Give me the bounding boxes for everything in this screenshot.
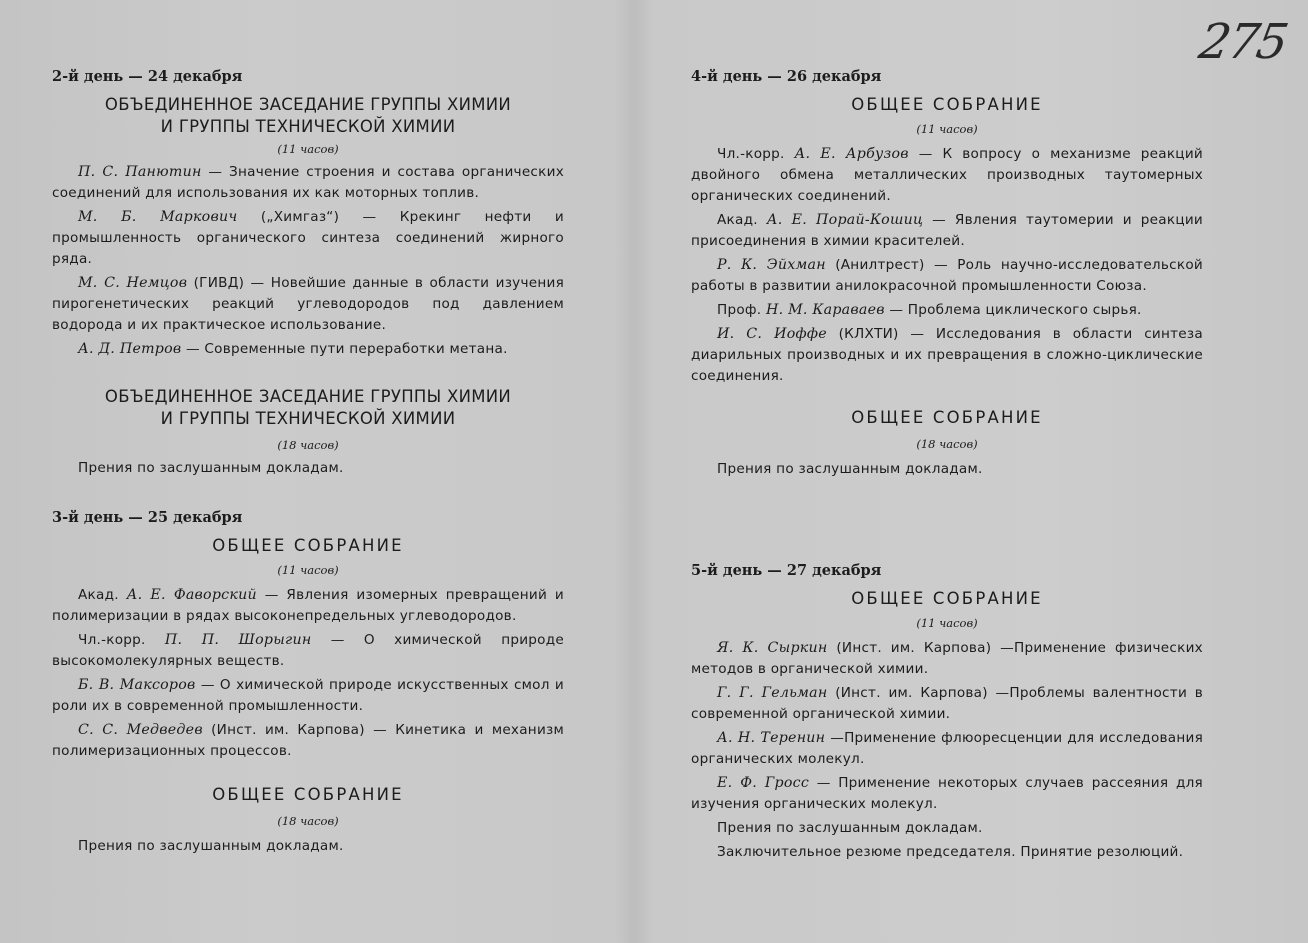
session-heading: ОБЩЕЕ СОБРАНИЕ bbox=[212, 785, 404, 804]
day-title: 3-й день — 25 декабря bbox=[52, 509, 243, 526]
report-affiliation: (ГИВД) bbox=[193, 275, 245, 291]
report-author: Я. К. Сыркин bbox=[717, 640, 828, 656]
report-title-prefix: Акад. bbox=[78, 587, 119, 603]
report-title-prefix: Чл.-корр. bbox=[78, 632, 146, 648]
session-heading: ОБЩЕЕ СОБРАНИЕ bbox=[851, 95, 1043, 114]
report-topic: —Применение флюоресценции для исследования органических молекул. bbox=[691, 730, 1203, 767]
report-item bbox=[52, 585, 564, 627]
report-topic: — Явления таутомерии и реакции присоединения в химии красителей. bbox=[691, 212, 1204, 249]
report-topic: —Применение физических методов в органической химии. bbox=[691, 640, 1203, 677]
report-author: Н. М. Караваев bbox=[765, 302, 885, 318]
report-item bbox=[52, 273, 564, 336]
report-author: С. С. Медведев bbox=[78, 722, 203, 738]
day3-section bbox=[52, 509, 564, 860]
report-topic: — Исследования в области синтеза диарильных производных и их превращения в сложно-циклические соединения. bbox=[691, 326, 1203, 384]
report-author: Е. Ф. Гросс bbox=[717, 775, 810, 791]
day-title: 5-й день — 27 декабря bbox=[691, 562, 882, 579]
report-item bbox=[691, 728, 1203, 770]
report-item bbox=[52, 339, 564, 360]
report-topic: — О химической природе искусственных смол и роли их в современной промышленности. bbox=[52, 677, 564, 714]
session-time: (18 часов) bbox=[916, 437, 978, 451]
report-item bbox=[691, 683, 1203, 725]
day4-section bbox=[691, 68, 1203, 483]
session-time: (11 часов) bbox=[916, 122, 978, 136]
report-author: Р. К. Эйхман bbox=[717, 257, 826, 273]
report-item bbox=[691, 773, 1203, 815]
report-author: А. Е. Порай-Кошиц bbox=[766, 212, 924, 228]
report-item bbox=[52, 675, 564, 717]
report-item bbox=[52, 207, 564, 270]
report-author: А. Н. Теренин bbox=[717, 730, 826, 746]
discussion-text: Прения по заслушанным докладам. bbox=[717, 820, 983, 836]
day-title: 4-й день — 26 декабря bbox=[691, 68, 882, 85]
report-topic: — Новейшие данные в области изучения пирогенетических реакций углеводородов под давлением водорода и их практическое использование. bbox=[52, 275, 565, 333]
report-affiliation: (Анилтрест) bbox=[835, 257, 925, 273]
report-item bbox=[691, 210, 1203, 252]
report-item bbox=[691, 255, 1203, 297]
report-topic: — Роль научно-исследовательской работы в развитии анилокрасочной промышленности Союза. bbox=[691, 257, 1203, 294]
heading-line: И ГРУППЫ ТЕХНИЧЕСКОЙ ХИМИИ bbox=[160, 409, 456, 428]
report-topic: — О химической природе высокомолекулярных веществ. bbox=[52, 632, 564, 669]
report-author: М. С. Немцов bbox=[78, 275, 188, 291]
report-item bbox=[691, 300, 1203, 321]
day2-section bbox=[52, 68, 564, 482]
report-title-prefix: Чл.-корр. bbox=[717, 146, 785, 162]
session-heading: ОБЩЕЕ СОБРАНИЕ bbox=[851, 589, 1043, 608]
report-topic: — Кинетика и механизм полимеризационных процессов. bbox=[52, 722, 565, 759]
report-topic: — К вопросу о механизме реакций двойного обмена металлических производных таутомерных органических соединений. bbox=[691, 146, 1203, 204]
report-title-prefix: Проф. bbox=[717, 302, 762, 318]
session-time: (11 часов) bbox=[916, 616, 978, 630]
report-author: А. Е. Фаворский bbox=[126, 587, 257, 603]
session-time: (18 часов) bbox=[277, 814, 339, 828]
day-title: 2-й день — 24 декабря bbox=[52, 68, 243, 85]
report-affiliation: (Инст. им. Карпова) bbox=[211, 722, 365, 738]
discussion-text: Прения по заслушанным докладам. bbox=[78, 460, 344, 476]
report-topic: — Значение строения и состава органических соединений для использования их как моторных топлив. bbox=[52, 164, 564, 201]
discussion-text: Прения по заслушанным докладам. bbox=[78, 838, 344, 854]
session-heading: ОБЩЕЕ СОБРАНИЕ bbox=[851, 408, 1043, 427]
report-item bbox=[691, 324, 1203, 387]
report-title-prefix: Акад. bbox=[717, 212, 758, 228]
report-item bbox=[52, 630, 564, 672]
report-affiliation: („Химгаз“) bbox=[260, 209, 340, 225]
session-time: (18 часов) bbox=[277, 438, 339, 452]
report-author: И. С. Иоффе bbox=[717, 326, 827, 342]
report-author: П. С. Панютин bbox=[78, 164, 202, 180]
report-topic: — Проблема циклического сырья. bbox=[889, 302, 1142, 318]
session-time: (11 часов) bbox=[277, 142, 339, 156]
session-heading bbox=[52, 94, 564, 138]
report-item bbox=[52, 162, 564, 204]
report-author: М. Б. Маркович bbox=[78, 209, 238, 225]
heading-line: И ГРУППЫ ТЕХНИЧЕСКОЙ ХИМИИ bbox=[160, 117, 456, 136]
report-topic: — Крекинг нефти и промышленность органического синтеза соединений жирного ряда. bbox=[52, 209, 564, 267]
session-heading bbox=[52, 386, 564, 430]
closing-text: Заключительное резюме председателя. Принятие резолюций. bbox=[717, 844, 1184, 860]
report-affiliation: (Инст. им. Карпова) bbox=[835, 685, 988, 701]
report-author: А. Е. Арбузов bbox=[794, 146, 909, 162]
heading-line: ОБЪЕДИНЕННОЕ ЗАСЕДАНИЕ ГРУППЫ ХИМИИ bbox=[104, 95, 512, 114]
heading-line: ОБЪЕДИНЕННОЕ ЗАСЕДАНИЕ ГРУППЫ ХИМИИ bbox=[104, 387, 512, 406]
session-heading: ОБЩЕЕ СОБРАНИЕ bbox=[212, 536, 404, 555]
report-item bbox=[691, 638, 1203, 680]
report-topic: — Явления изомерных превращений и полимеризации в рядах высоконепредельных углеводородов. bbox=[52, 587, 565, 624]
report-author: Г. Г. Гельман bbox=[717, 685, 828, 701]
handwritten-page-number: 275 bbox=[1195, 14, 1291, 70]
report-affiliation: (КЛХТИ) bbox=[838, 326, 899, 342]
report-topic: —Проблемы валентности в современной органической химии. bbox=[691, 685, 1204, 722]
report-item bbox=[691, 144, 1203, 207]
report-item bbox=[52, 720, 564, 762]
discussion-text: Прения по заслушанным докладам. bbox=[717, 461, 983, 477]
report-topic: — Современные пути переработки метана. bbox=[186, 341, 508, 357]
report-author: П. П. Шорыгин bbox=[164, 632, 312, 648]
session-time: (11 часов) bbox=[277, 563, 339, 577]
day5-section bbox=[691, 562, 1203, 866]
report-affiliation: (Инст. им. Карпова) bbox=[836, 640, 992, 656]
report-topic: — Применение некоторых случаев рассеяния для изучения органических молекул. bbox=[691, 775, 1203, 812]
report-author: Б. В. Максоров bbox=[78, 677, 196, 693]
report-author: А. Д. Петров bbox=[78, 341, 182, 357]
